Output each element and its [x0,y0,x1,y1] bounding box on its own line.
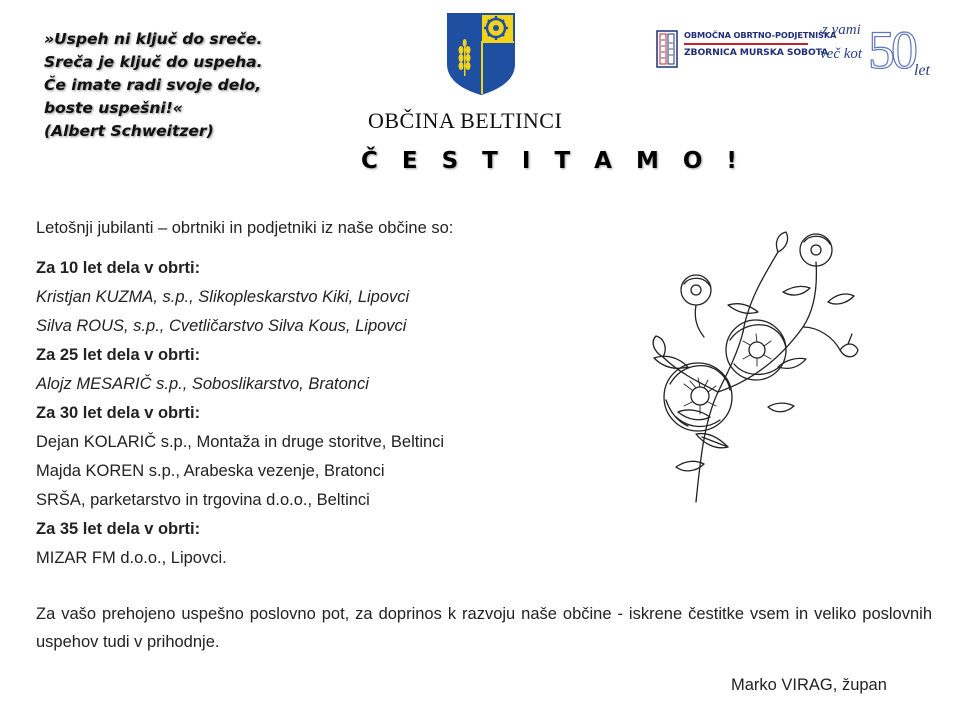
anniversary-logo [818,18,938,80]
list-item: Dejan KOLARIČ s.p., Montaža in druge storitve, Beltinci [36,433,445,451]
municipality-crest-logo [446,12,516,96]
anniversary-text-line2: več kot [820,46,863,62]
quote-line: »Uspeh ni ključ do sreče. [44,30,263,48]
anniversary-number: 50 [868,20,914,80]
list-item: Kristjan KUZMA, s.p., Slikopleskarstvo Kiki, Lipovci [36,288,410,306]
anniversary-text-line1: z vami [822,22,861,38]
chamber-logo [656,28,837,72]
quote-block [44,28,314,143]
list-item: Silva ROUS, s.p., Cvetličarstvo Silva Kous, Lipovci [36,317,407,335]
group-title-30-years: Za 30 let dela v obrti: [36,404,201,422]
list-item: SRŠA, parketarstvo in trgovina d.o.o., Beltinci [36,491,370,509]
municipality-name: OBČINA BELTINCI [368,108,563,133]
chamber-name-line1: OBMOČNA OBRTNO-PODJETNIŠKA [684,30,837,40]
jubilant-list [36,254,596,573]
signature: Marko VIRAG, župan [731,676,887,694]
chamber-name-line2: ZBORNICA MURSKA SOBOTA [684,46,829,58]
congratulations-heading: Č E S T I T A M O ! [361,148,745,174]
closing-paragraph: Za vašo prehojeno uspešno poslovno pot, za doprinos k razvoju naše občine - iskrene čestitke vsem in veliko poslovnih uspehov tudi v prihodnje. [36,605,932,651]
list-item: Majda KOREN s.p., Arabeska vezenje, Bratonci [36,462,385,480]
group-title-25-years: Za 25 let dela v obrti: [36,346,201,364]
list-item: Alojz MESARIČ s.p., Soboslikarstvo, Bratonci [36,375,369,393]
quote-line: boste uspešni!« [44,99,183,117]
group-title-10-years: Za 10 let dela v obrti: [36,259,201,277]
group-title-35-years: Za 35 let dela v obrti: [36,520,201,538]
chamber-emblem-icon [656,30,678,68]
intro-text: Letošnji jubilanti – obrtniki in podjetniki iz naše občine so: [36,219,454,237]
quote-line: Če imate radi svoje delo, [44,76,262,94]
quote-author: (Albert Schweitzer) [44,122,214,140]
chamber-divider [684,43,808,45]
list-item: MIZAR FM d.o.o., Lipovci. [36,549,227,567]
anniversary-unit: let [914,62,930,79]
rose-illustration [578,192,878,522]
quote-line: Sreča je ključ do uspeha. [44,53,263,71]
